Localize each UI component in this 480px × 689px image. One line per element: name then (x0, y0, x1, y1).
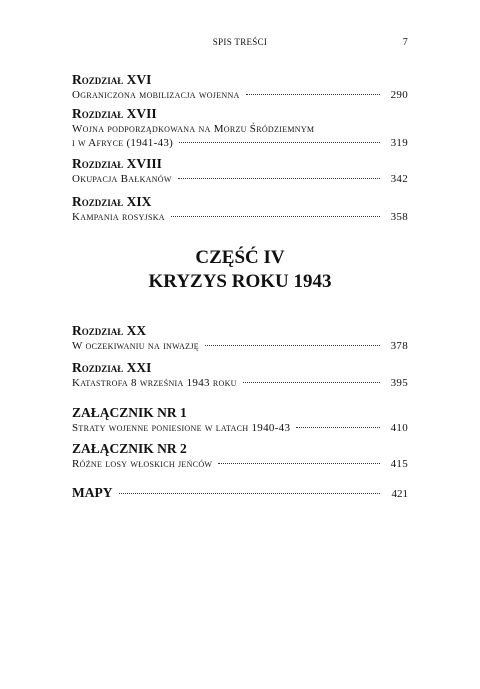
appendix-title: Straty wojenne poniesione w latach 1940-43 (72, 422, 291, 434)
chapter-page: 358 (390, 211, 408, 223)
chapter-number: Rozdział XVII (72, 106, 157, 121)
toc-entry-chapter-19[interactable] (72, 194, 408, 224)
chapter-page: 378 (390, 340, 408, 352)
chapter-number: Rozdział XVI (72, 72, 152, 87)
chapter-title-line2: i w Afryce (1941-43) (72, 137, 174, 149)
chapter-number: Rozdział XIX (72, 194, 152, 209)
appendix-label: ZAŁĄCZNIK NR 2 (72, 441, 187, 456)
dot-leader (243, 382, 380, 383)
chapter-number: Rozdział XX (72, 323, 147, 338)
toc-entry-chapter-16[interactable] (72, 72, 408, 102)
toc-line (72, 457, 408, 471)
toc-line (72, 122, 408, 136)
maps-label: MAPY (72, 485, 113, 500)
chapter-title: Ograniczona mobilizacja wojenna (72, 89, 240, 101)
page-number: 7 (402, 37, 408, 48)
maps-page: 421 (391, 488, 408, 500)
chapter-title-line1: Wojna podporządkowana na Morzu Śródziemnym (72, 123, 315, 135)
chapter-page: 319 (390, 137, 408, 149)
dot-leader (296, 427, 380, 428)
toc-entry-appendix-1[interactable] (72, 405, 408, 435)
running-header-title: SPIS TREŚCI (212, 37, 268, 47)
toc-entry-maps[interactable] (72, 485, 408, 501)
toc-line (72, 172, 408, 186)
chapter-page: 290 (390, 89, 408, 101)
dot-leader (246, 94, 380, 95)
chapter-title: W oczekiwaniu na inwazję (72, 340, 199, 352)
part-heading (72, 246, 408, 294)
toc-entry-chapter-21[interactable] (72, 360, 408, 390)
chapter-title: Kampania rosyjska (72, 211, 165, 223)
dot-leader (205, 345, 380, 346)
toc-line (72, 421, 408, 435)
toc-entry-chapter-20[interactable] (72, 323, 408, 353)
toc-line (72, 136, 408, 150)
toc-line (72, 88, 408, 102)
appendix-title: Różne losy włoskich jeńców (72, 458, 213, 470)
dot-leader (179, 142, 380, 143)
toc-line (72, 210, 408, 224)
dot-leader (178, 178, 380, 179)
chapter-title: Katastrofa 8 września 1943 roku (72, 377, 237, 389)
toc-entry-chapter-17[interactable] (72, 106, 408, 150)
chapter-number: Rozdział XVIII (72, 156, 162, 171)
running-header (72, 37, 408, 51)
dot-leader (218, 463, 380, 464)
toc-entry-appendix-2[interactable] (72, 441, 408, 471)
toc-entry-chapter-18[interactable] (72, 156, 408, 186)
chapter-number: Rozdział XXI (72, 360, 152, 375)
part-title: KRYZYS ROKU 1943 (148, 271, 332, 292)
chapter-page: 395 (390, 377, 408, 389)
part-number: CZĘŚĆ IV (195, 247, 285, 268)
appendix-page: 410 (390, 422, 408, 434)
dot-leader (119, 493, 381, 494)
appendix-label: ZAŁĄCZNIK NR 1 (72, 405, 187, 420)
chapter-page: 342 (390, 173, 408, 185)
appendix-page: 415 (390, 458, 408, 470)
toc-line (72, 339, 408, 353)
chapter-title: Okupacja Bałkanów (72, 173, 172, 185)
dot-leader (171, 216, 380, 217)
toc-line (72, 376, 408, 390)
